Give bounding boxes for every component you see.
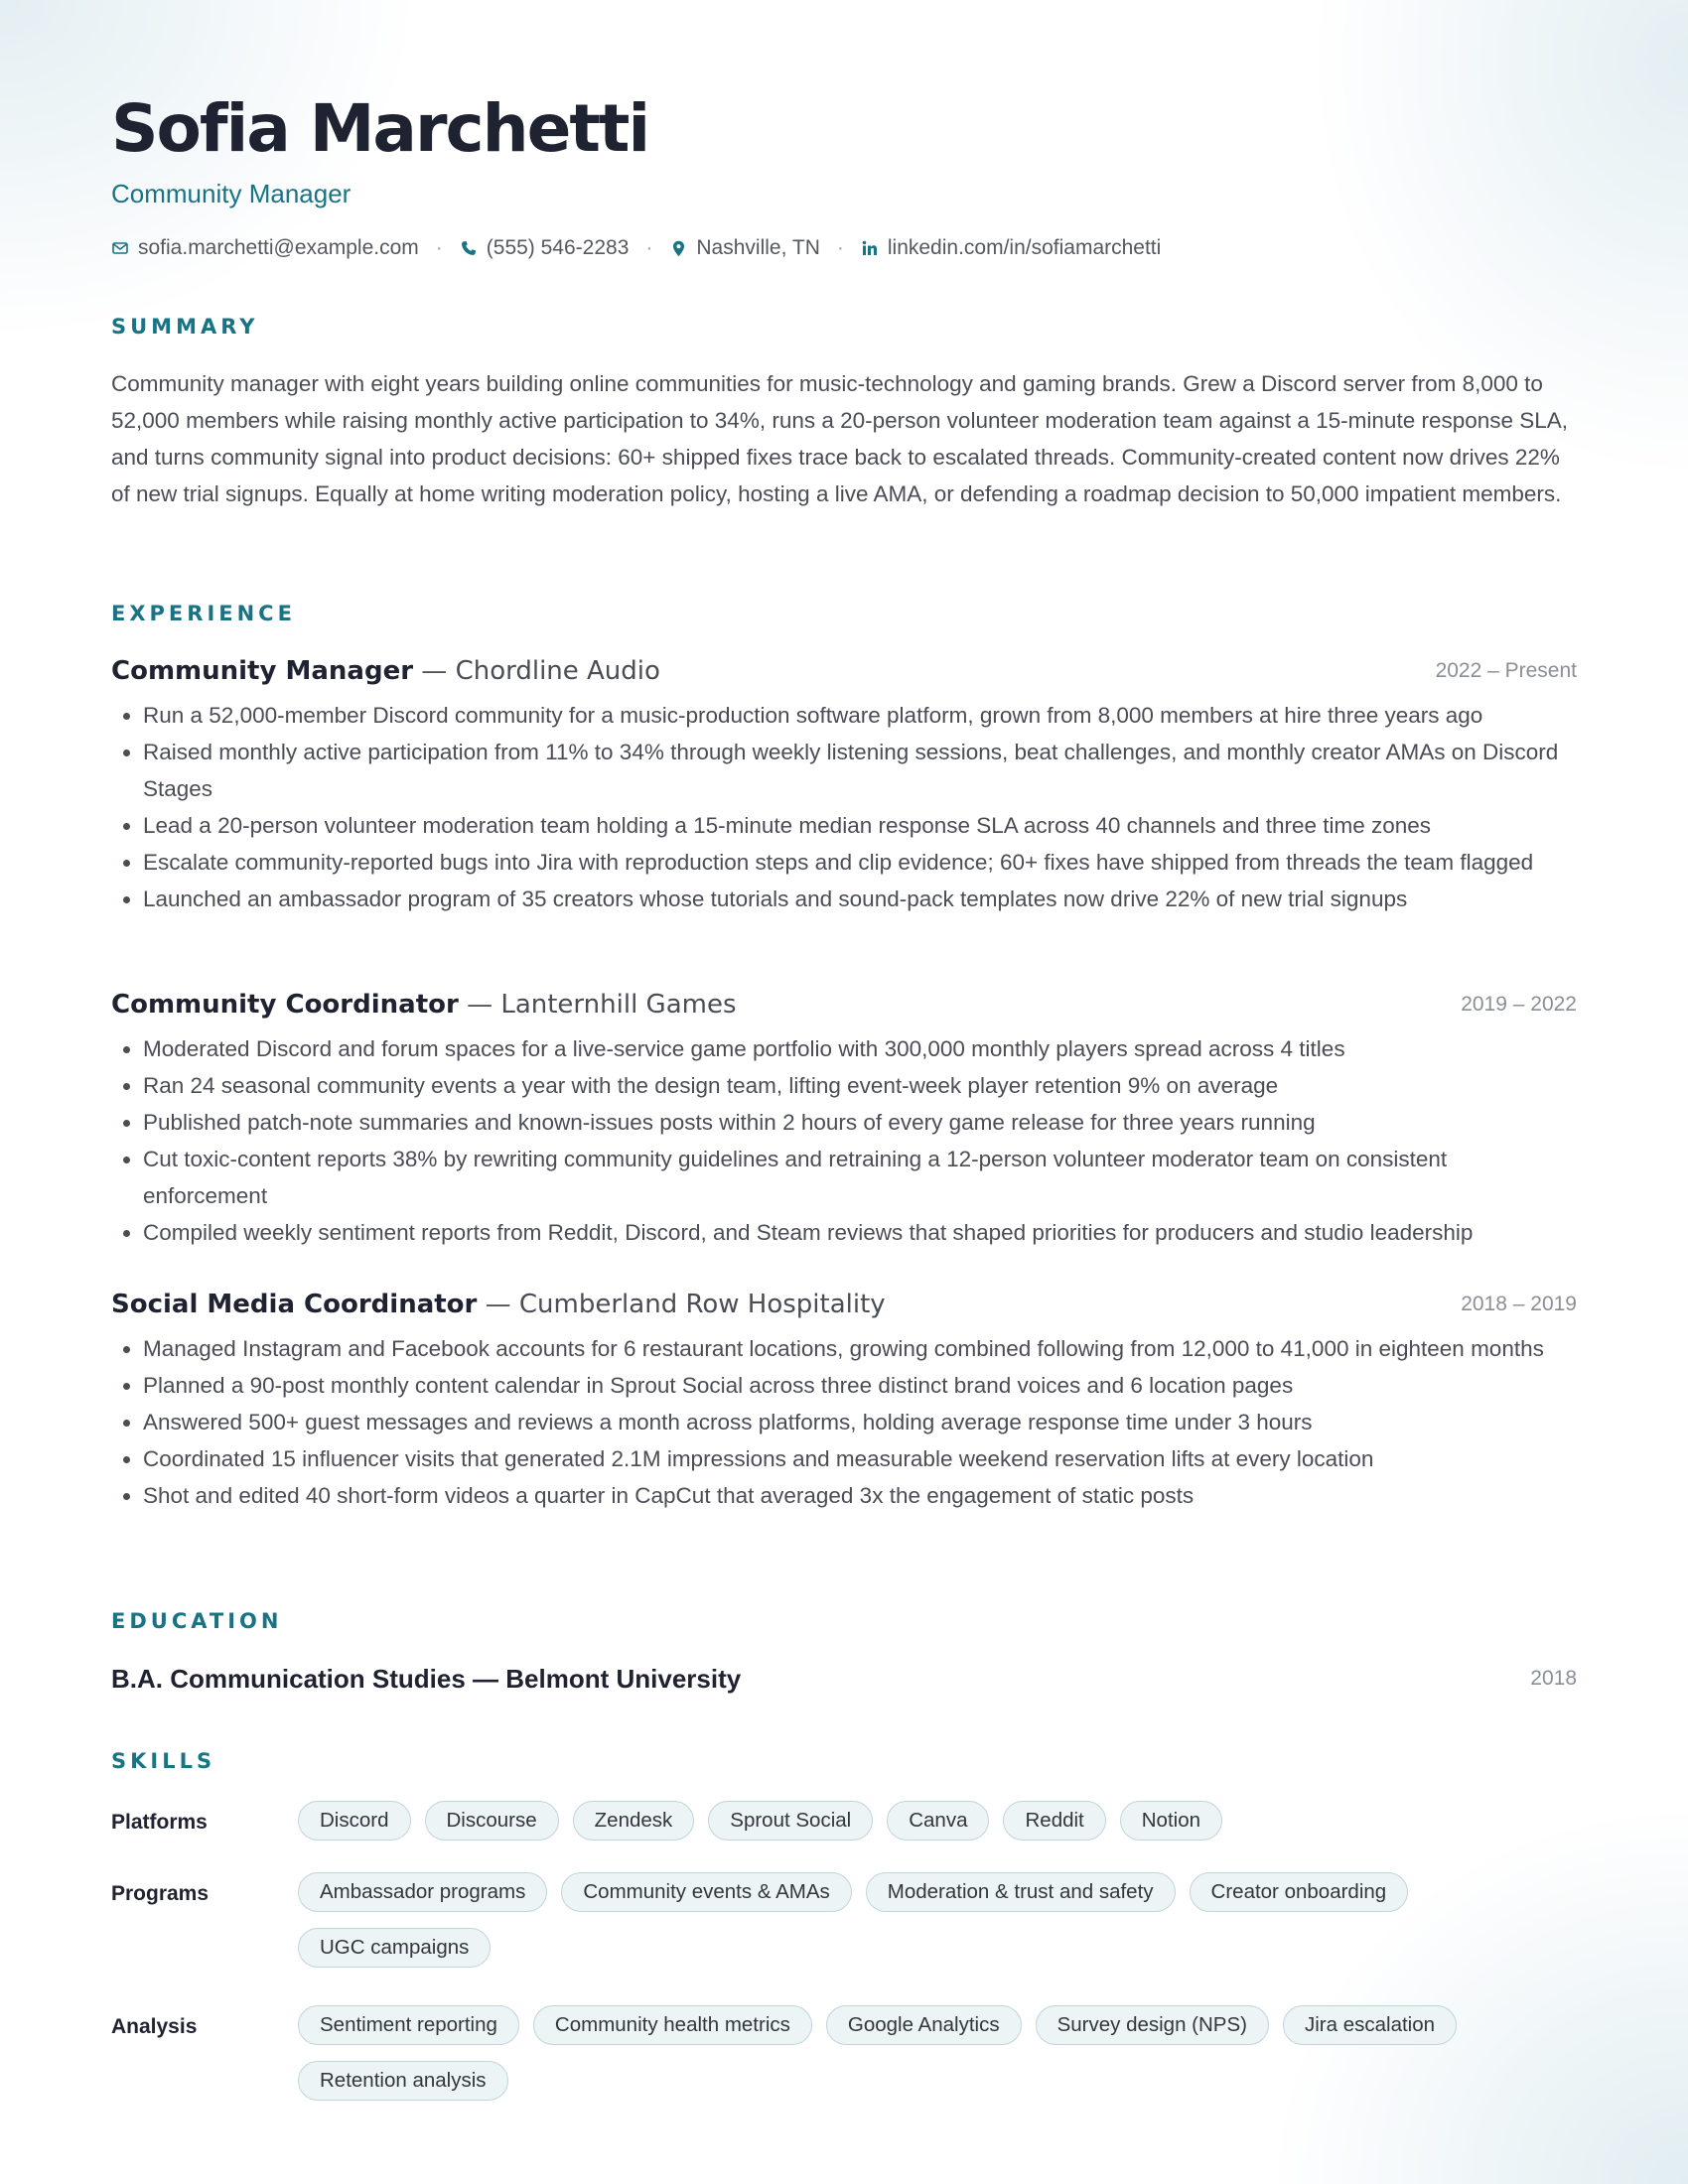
contact-separator: · [836, 236, 844, 259]
phone-icon [460, 239, 478, 257]
job-entry [111, 1285, 1577, 1514]
job-bullet: • Launched an ambassador program of 35 creators whose tutorials and sound-pack templates now drive 22% of new trial signups [143, 881, 1577, 917]
skill-chip: UGC campaigns [298, 1928, 491, 1968]
job-bullet: • Managed Instagram and Facebook accounts for 6 restaurant locations, growing combined following from 12,000 to 41,000 in eighteen months [143, 1330, 1577, 1367]
skill-chip: Zendesk [573, 1801, 695, 1841]
skill-chip: Notion [1120, 1801, 1222, 1841]
education-degree: B.A. Communication Studies — Belmont University [111, 1663, 742, 1694]
contact-linkedin-text: linkedin.com/in/sofiamarchetti [887, 236, 1162, 259]
skill-group-label: Platforms [111, 1811, 208, 1834]
contact-location-text: Nashville, TN [696, 236, 820, 259]
job-bullet: • Coordinated 15 influencer visits that generated 2.1M impressions and measurable weekend reservation lifts at every location [143, 1440, 1577, 1477]
job-bullets [111, 1330, 1577, 1514]
job-bullet: • Moderated Discord and forum spaces for a live-service game portfolio with 300,000 monthly players spread across 4 titles [143, 1030, 1577, 1067]
map-pin-icon [669, 239, 687, 257]
job-bullet: • Planned a 90-post monthly content calendar in Sprout Social across three distinct brand voices and 6 location pages [143, 1367, 1577, 1404]
job-title-line [111, 990, 737, 1020]
summary-heading: SUMMARY [111, 315, 259, 339]
job-bullet: • Answered 500+ guest messages and reviews a month across platforms, holding average response time under 3 hours [143, 1404, 1577, 1440]
job-header [111, 1285, 1577, 1324]
skill-chip: Jira escalation [1283, 2005, 1457, 2045]
contact-separator: · [435, 236, 443, 259]
skill-chip: Reddit [1003, 1801, 1105, 1841]
contact-bar [111, 233, 1161, 263]
contact-phone[interactable] [460, 236, 630, 260]
job-title-line [111, 1290, 886, 1319]
skill-chips [298, 1872, 1577, 1968]
skill-chips [298, 2005, 1577, 2101]
education-entry [111, 1659, 1577, 1699]
job-dates: 2018 – 2019 [1461, 1293, 1577, 1315]
job-bullet: • Run a 52,000-member Discord community for a music-production software platform, grown from 8,000 members at hire three years ago [143, 697, 1577, 734]
skill-chips [298, 1801, 1577, 1841]
skill-chip: Moderation & trust and safety [866, 1872, 1176, 1912]
contact-linkedin[interactable] [861, 236, 1161, 260]
experience-heading: EXPERIENCE [111, 602, 296, 625]
job-bullet: • Compiled weekly sentiment reports from Reddit, Discord, and Steam reviews that shaped priorities for producers and studio leadership [143, 1214, 1577, 1251]
skill-group-label: Analysis [111, 2015, 198, 2038]
job-title: Social Media Coordinator [111, 1290, 478, 1319]
job-bullet: • Cut toxic-content reports 38% by rewriting community guidelines and retraining a 12-person volunteer moderator team on consistent enforcement [143, 1141, 1577, 1214]
job-bullets [111, 1030, 1577, 1251]
job-company: Cumberland Row Hospitality [518, 1290, 886, 1319]
job-title: Community Manager [111, 656, 414, 686]
job-title-line [111, 656, 660, 686]
mail-icon [111, 239, 129, 257]
job-bullet: • Published patch-note summaries and known-issues posts within 2 hours of every game release for three years running [143, 1104, 1577, 1141]
contact-location [669, 236, 819, 260]
skill-chip: Sprout Social [708, 1801, 873, 1841]
job-header [111, 985, 1577, 1024]
skill-chip: Community events & AMAs [561, 1872, 851, 1912]
job-bullet: • Escalate community-reported bugs into Jira with reproduction steps and clip evidence; 60+ fixes have shipped from threads the team flagged [143, 844, 1577, 881]
education-year: 2018 [1530, 1667, 1577, 1690]
skill-chip: Discord [298, 1801, 411, 1841]
skills-heading: SKILLS [111, 1749, 216, 1773]
skill-chip: Creator onboarding [1190, 1872, 1409, 1912]
job-entry [111, 651, 1577, 917]
skill-chip: Community health metrics [533, 2005, 812, 2045]
skill-chip: Discourse [425, 1801, 559, 1841]
skill-chip: Retention analysis [298, 2061, 508, 2101]
education-heading: EDUCATION [111, 1609, 283, 1633]
linkedin-icon [861, 239, 879, 257]
job-dash: — [413, 656, 456, 686]
contact-email[interactable] [111, 236, 419, 260]
skill-chip: Sentiment reporting [298, 2005, 519, 2045]
job-bullets [111, 697, 1577, 917]
job-bullet: • Lead a 20-person volunteer moderation team holding a 15-minute median response SLA across 40 channels and three time zones [143, 807, 1577, 844]
skill-chip: Google Analytics [826, 2005, 1022, 2045]
contact-separator: · [645, 236, 653, 259]
skill-chip: Survey design (NPS) [1036, 2005, 1269, 2045]
job-bullet: • Ran 24 seasonal community events a year with the design team, lifting event-week player retention 9% on average [143, 1067, 1577, 1104]
job-company: Chordline Audio [455, 656, 660, 686]
skill-group-label: Programs [111, 1882, 210, 1905]
candidate-name: Sofia Marchetti [111, 90, 649, 167]
job-dates: 2022 – Present [1435, 659, 1577, 682]
contact-email-text: sofia.marchetti@example.com [138, 236, 419, 259]
contact-phone-text: (555) 546-2283 [486, 236, 630, 259]
job-dash: — [458, 990, 501, 1020]
skill-chip: Ambassador programs [298, 1872, 547, 1912]
job-bullet: • Shot and edited 40 short-form videos a quarter in CapCut that averaged 3x the engagement of static posts [143, 1477, 1577, 1514]
job-header [111, 651, 1577, 691]
job-bullet: • Raised monthly active participation from 11% to 34% through weekly listening sessions, beat challenges, and monthly creator AMAs on Discord Stages [143, 734, 1577, 807]
job-title: Community Coordinator [111, 990, 459, 1020]
job-entry [111, 985, 1577, 1251]
summary-text: Community manager with eight years building online communities for music-technology and gaming brands. Grew a Discord server from 8,000 to 52,000 members while raising monthly active participation to 34%, runs a 20-person volunteer moderation team against a 15-minute response SLA, and turns community signal into product decisions: 60+ shipped fixes trace back to escalated threads. Community-created content now drives 22% of new trial signups. Equally at home writing moderation policy, hosting a live AMA, or defending a roadmap decision to 50,000 impatient members. [111, 371, 1569, 506]
job-dash: — [477, 1290, 519, 1319]
job-dates: 2019 – 2022 [1461, 993, 1577, 1016]
job-company: Lanternhill Games [500, 990, 737, 1020]
skill-chip: Canva [887, 1801, 989, 1841]
candidate-role: Community Manager [111, 179, 352, 208]
